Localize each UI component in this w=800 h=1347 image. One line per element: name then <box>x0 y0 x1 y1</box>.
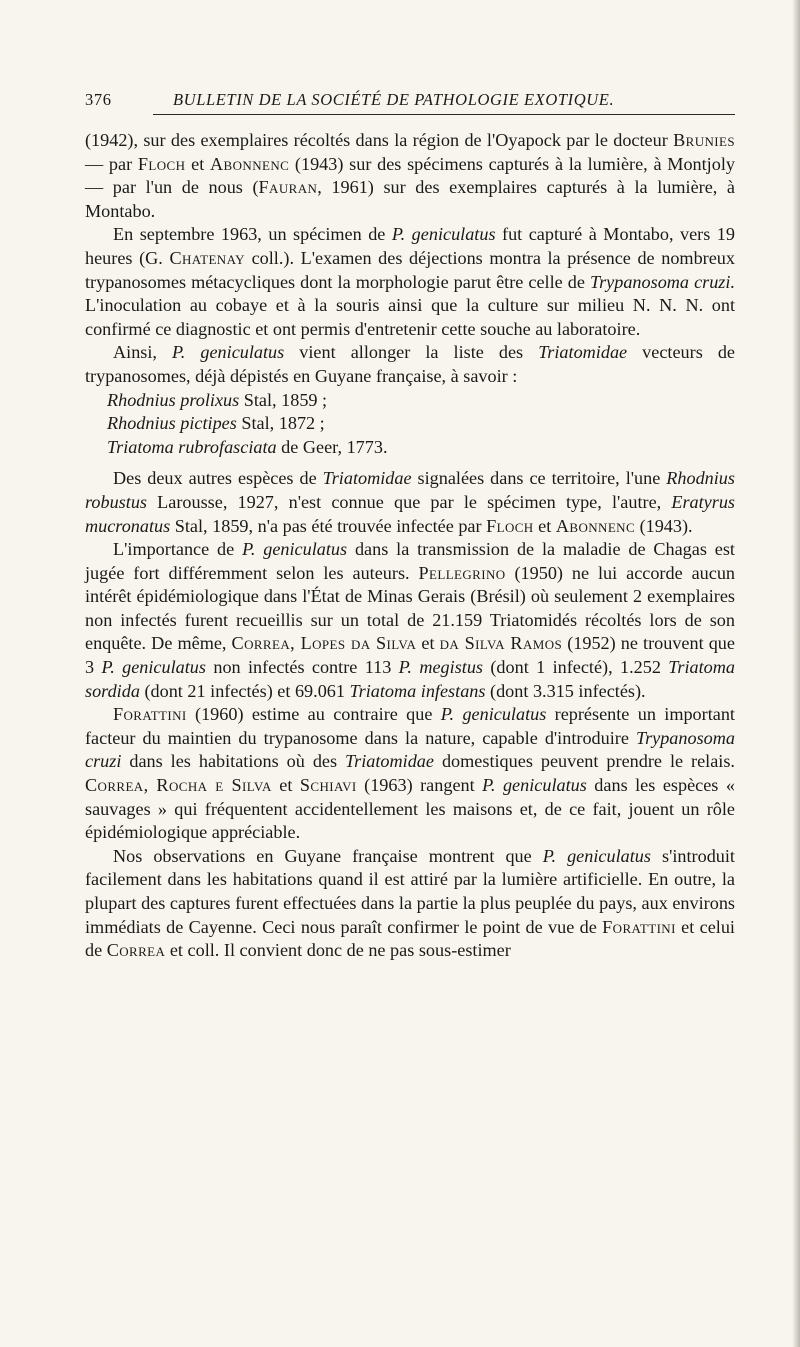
paragraph-2: En septembre 1963, un spécimen de P. geniculatus fut capturé à Montabo, vers 19 heures (G. Chatenay coll.). L'examen des déjections montra la présence de nombreux trypanosomes métacycliques dont la morphologie parut être celle de Trypanosoma cruzi. L'inoculation au cobaye et à la souris ainsi que la culture sur milieu N. N. N. ont confirmé ce diagnostic et ont permis d'entretenir cette souche au laboratoire. <box>85 224 735 339</box>
body-text <box>85 129 735 963</box>
list-item: Rhodnius prolixus Stal, 1859 ; <box>107 389 328 410</box>
species-name: P. geniculatus <box>391 224 496 245</box>
species-list <box>85 389 735 460</box>
author-name: Abonnenc <box>210 153 290 174</box>
paragraph-5: L'importance de P. geniculatus dans la transmission de la maladie de Chagas est jugée fort différemment selon les auteurs. Pellegrino (1950) ne lui accorde aucun intérêt épidémiologique dans l'État de Minas Gerais (Brésil) où seulement 2 exemplaires non infectés furent recueillis sur un total de 21.159 Triatomidés récoltés lors de son enquête. De même, Correa, Lopes da Silva et da Silva Ramos (1952) ne trouvent que 3 P. geniculatus non infectés contre 113 P. megistus (dont 1 infecté), 1.252 Triatoma sordida (dont 21 infectés) et 69.061 Triatoma infestans (dont 3.315 infectés). <box>85 539 736 701</box>
header-rule <box>153 114 735 115</box>
running-header <box>85 86 735 114</box>
author-name: Floch <box>137 153 186 174</box>
author-name: Brunies <box>673 130 735 150</box>
author-name: Fauran <box>258 177 318 198</box>
page-edge-shadow <box>792 0 800 1347</box>
spacer <box>85 459 735 467</box>
paragraph-3: Ainsi, P. geniculatus vient allonger la liste des Triatomidae vecteurs de trypanosomes, déjà dépistés en Guyane française, à savoir : <box>85 342 735 386</box>
taxon-name: Triatomidae <box>538 342 628 363</box>
paragraph-4: Des deux autres espèces de Triatomidae signalées dans ce territoire, l'une Rhodnius robustus Larousse, 1927, n'est connue que par le spécimen type, l'autre, Eratyrus mucronatus Stal, 1859, n'a pas été trouvée infectée par Floch et Abonnenc (1943). <box>85 468 735 536</box>
list-item: Triatoma rubrofasciata de Geer, 1773. <box>107 436 388 457</box>
author-name: Chatenay <box>169 247 245 268</box>
page-number: 376 <box>85 90 112 109</box>
paragraph-7: Nos observations en Guyane française montrent que P. geniculatus s'introduit facilement dans les habitations quand il est attiré par la lumière artificielle. En outre, la plupart des captures furent effectuées dans la partie la plus peuplée du pays, aux environs immédiats de Cayenne. Ceci nous paraît confirmer le point de vue de Forattini et celui de Correa et coll. Il convient donc de ne pas sous-estimer <box>85 845 735 961</box>
species-name: Trypanosoma cruzi. <box>589 271 735 292</box>
list-item: Rhodnius pictipes Stal, 1872 ; <box>107 413 325 434</box>
journal-title: BULLETIN DE LA SOCIÉTÉ DE PATHOLOGIE EXOTIQUE. <box>173 90 615 109</box>
species-name: P. geniculatus <box>172 342 285 363</box>
paragraph-6: Forattini (1960) estime au contraire que P. geniculatus représente un important facteur du maintien du trypanosome dans la nature, capable d'introduire Trypanosoma cruzi dans les habitations où des Triatomidae domestiques peuvent prendre le relais. Correa, Rocha e Silva et Schiavi (1963) rangent P. geniculatus dans les espèces « sauvages » qui fréquentent accidentellement les maisons et, de ce fait, jouent un rôle épidémiologique appréciable. <box>85 704 735 843</box>
paragraph-1: (1942), sur des exemplaires récoltés dans la région de l'Oyapock par le docteur Brunies — par Floch et Abonnenc (1943) sur des spécimens capturés à la lumière, à Montjoly — par l'un de nous (Fauran, 1961) sur des exemplaires capturés à la lumière, à Montabo. <box>85 130 735 221</box>
